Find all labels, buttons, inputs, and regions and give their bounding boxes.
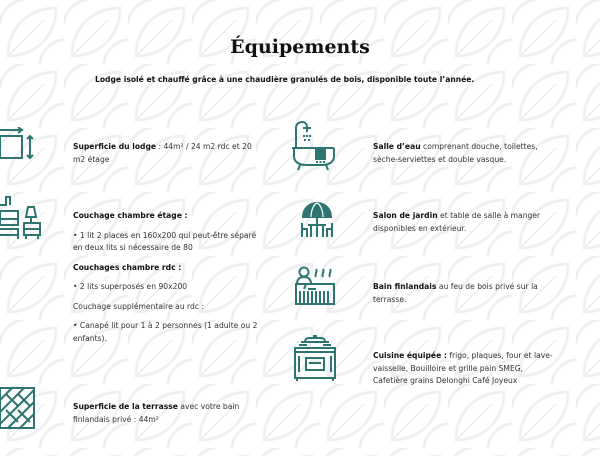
terrace-label: Superficie de la terrasse — [73, 402, 178, 411]
finnish-bath-value: au feu de bois privé sur la terrasse. — [373, 282, 538, 304]
bedroom-ground-item: • 2 lits superposés en 90x200 — [73, 282, 188, 291]
garden-value: et table de salle à manger disponibles en extérieur. — [373, 211, 541, 233]
parquet-icon — [0, 386, 36, 430]
bathroom-label: Salle d’eau — [373, 142, 421, 151]
bathroom-value: comprenant douche, toilettes, sèche-serviettes et double vasque. — [373, 142, 538, 164]
terrace-value: avec votre bain finlandais privé : 44m² — [73, 402, 240, 424]
surface-value: : 44m² / 24 m2 rdc et 20 m2 étage — [73, 142, 252, 164]
terrace-text — [73, 401, 243, 426]
surface-label: Superficie du lodge — [73, 142, 157, 151]
area-icon — [0, 127, 40, 167]
kitchen-label: Cuisine équipée : — [373, 351, 447, 360]
bedroom-extra-item: • Canapé lit pour 1 à 2 personnes (1 adulte ou 2 enfants). — [73, 321, 258, 343]
page-title: Équipements — [230, 36, 370, 58]
finnish-bath-text — [373, 281, 548, 306]
bedroom-floor-item: • 1 lit 2 places en 160x200 qui peut-être séparé en deux lits si nécessaire de 80 — [73, 230, 257, 252]
bedroom-ground-title: Couchages chambre rdc : — [73, 262, 182, 272]
bathroom-text — [373, 141, 548, 166]
bedroom-text — [73, 210, 263, 345]
finnish-bath-label: Bain finlandais — [373, 282, 437, 291]
garden-label: Salon de jardin — [373, 211, 438, 220]
bedroom-extra-label: Couchage supplémentaire au rdc : — [73, 301, 204, 311]
kitchen-text — [373, 350, 553, 388]
bedroom-floor-title: Couchage chambre étage : — [73, 211, 188, 220]
surface-text — [73, 141, 263, 166]
garden-text — [373, 210, 548, 235]
kitchen-icon — [293, 334, 337, 382]
page-subtitle: Lodge isolé et chauffé grâce à une chaudière granulés de bois, disponible toute l’année. — [95, 75, 475, 84]
kitchen-value: frigo, plaques, four et lave-vaisselle, Bouilloire et grille pain SMEG, Cafetière grains Delonghi Café Joyeux — [373, 351, 553, 385]
hot-tub-icon — [294, 265, 336, 309]
bathtub-icon — [290, 120, 336, 172]
garden-table-icon — [300, 201, 334, 241]
bedroom-icon — [0, 189, 42, 241]
